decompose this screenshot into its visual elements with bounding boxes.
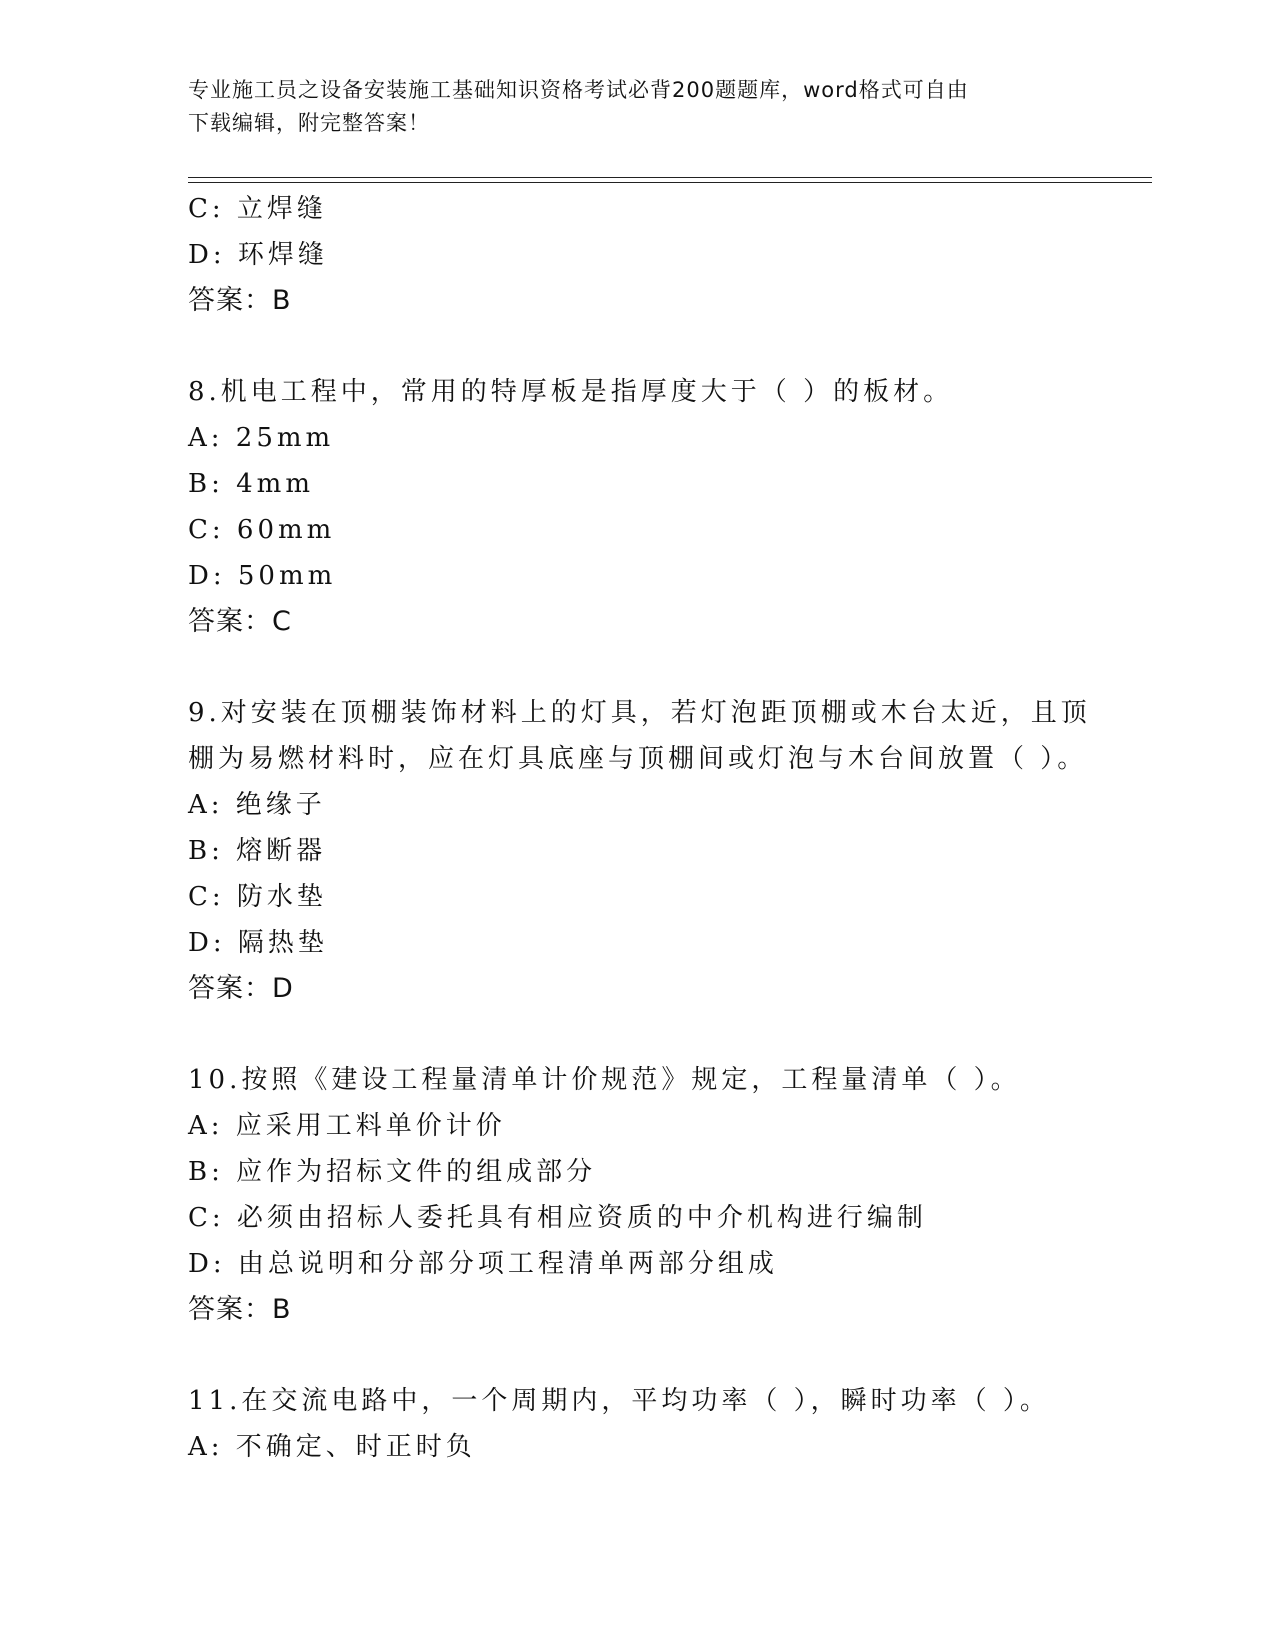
question-text: 10.按照《建设工程量清单计价规范》规定，工程量清单（ ）。 (188, 1065, 1021, 1095)
option-b: B: 应作为招标文件的组成部分 (188, 1157, 597, 1187)
header-line-1: 专业施工员之设备安装施工基础知识资格考试必背200题题库，word格式可自由 (188, 78, 969, 102)
option-d: D: 50mm (188, 561, 337, 591)
header-rule-bottom (188, 182, 1152, 183)
question-9 (188, 690, 1091, 1012)
document-header (188, 74, 1088, 140)
answer-line: 答案：D (188, 973, 294, 1004)
option-d: D: 隔热垫 (188, 928, 328, 958)
question-text-line-1: 9.对安装在顶棚装饰材料上的灯具，若灯泡距顶棚或木台太近，且顶 (188, 698, 1091, 728)
option-a: A: 绝缘子 (188, 790, 326, 820)
option-d: D: 环焊缝 (188, 240, 328, 270)
option-b: B: 熔断器 (188, 836, 327, 866)
spacer (188, 1333, 1088, 1378)
spacer (188, 324, 1088, 369)
answer-line: 答案：B (188, 285, 292, 316)
option-c: C: 60mm (188, 515, 336, 545)
header-rule-top (188, 177, 1152, 178)
spacer (188, 1012, 1088, 1057)
answer-line: 答案：B (188, 1294, 292, 1325)
option-c: C: 防水垫 (188, 882, 327, 912)
question-10 (188, 1057, 1088, 1333)
option-a: A: 不确定、时正时负 (188, 1432, 476, 1462)
option-c: C: 立焊缝 (188, 194, 327, 224)
header-line-2: 下载编辑，附完整答案！ (188, 111, 430, 135)
option-a: A: 应采用工料单价计价 (188, 1111, 506, 1141)
option-b: B: 4mm (188, 469, 314, 499)
question-text-line-2: 棚为易燃材料时，应在灯具底座与顶棚间或灯泡与木台间放置（ ）。 (188, 744, 1088, 774)
question-text: 8.机电工程中，常用的特厚板是指厚度大于（ ）的板材。 (188, 377, 954, 407)
option-c: C: 必须由招标人委托具有相应资质的中介机构进行编制 (188, 1203, 927, 1233)
option-a: A: 25mm (188, 423, 335, 453)
question-8 (188, 369, 1088, 645)
question-list (188, 186, 1091, 1470)
question-text: 11.在交流电路中，一个周期内，平均功率（ ），瞬时功率（ ）。 (188, 1386, 1050, 1416)
answer-line: 答案：C (188, 606, 292, 637)
question-11 (188, 1378, 1088, 1470)
question-7 (188, 186, 1088, 324)
spacer (188, 645, 1088, 690)
option-d: D: 由总说明和分部分项工程清单两部分组成 (188, 1249, 778, 1279)
